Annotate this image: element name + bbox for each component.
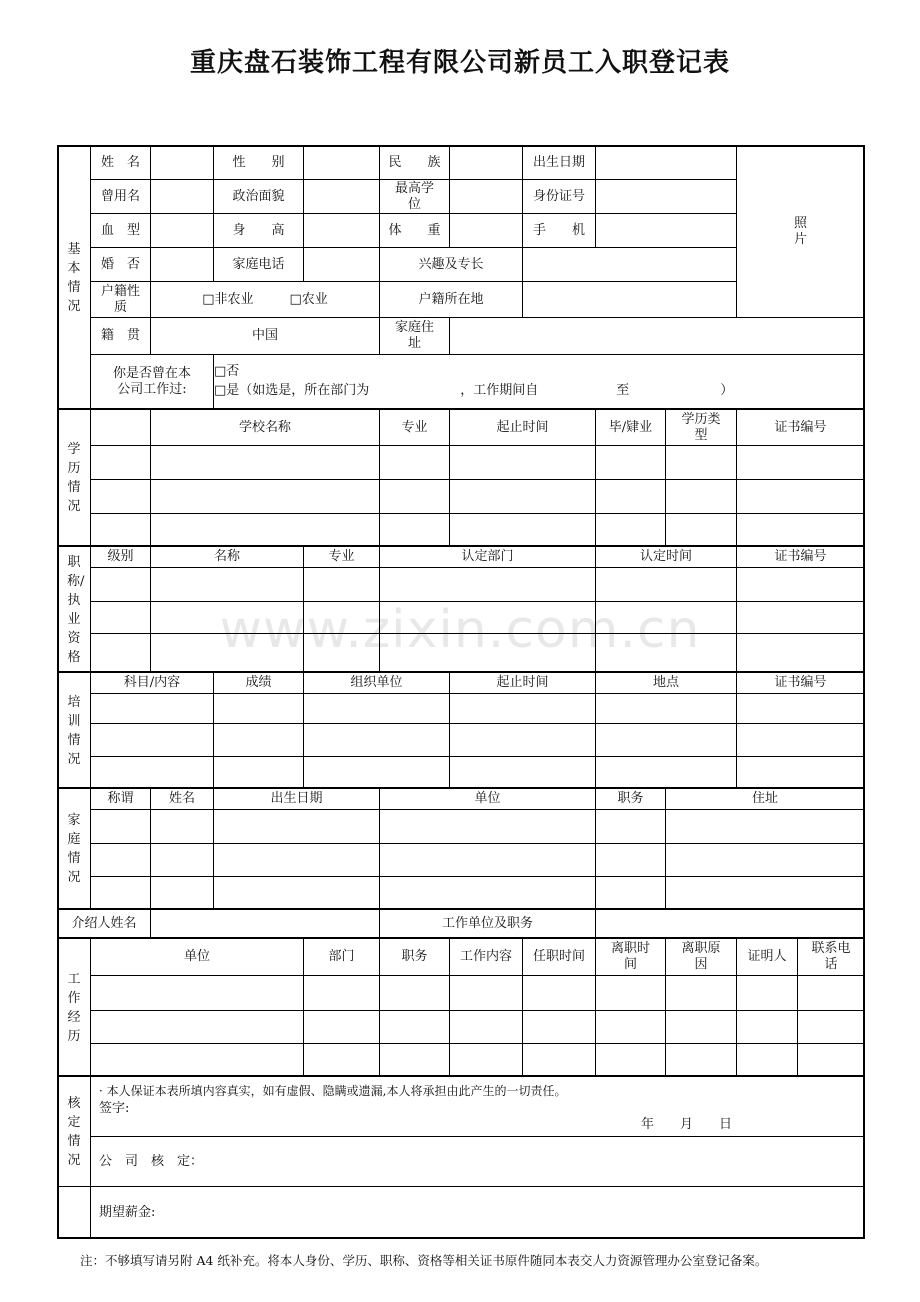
work-header (595, 938, 666, 976)
education-cell[interactable] (379, 479, 450, 514)
work-cell[interactable] (379, 1043, 450, 1077)
education-cell[interactable] (665, 479, 737, 514)
hukou-place-label (379, 281, 523, 318)
work-header (90, 938, 304, 976)
family-cell[interactable] (665, 809, 865, 844)
title-cert-header-label: 名称 (213, 549, 240, 564)
training-cell[interactable] (303, 756, 450, 789)
marital-label-label: 婚 否 (100, 256, 140, 272)
education-header-label: 毕/肄业 (608, 419, 653, 435)
title-cert-header (303, 546, 380, 568)
family-cell[interactable] (90, 809, 151, 844)
work-cell[interactable] (303, 1010, 380, 1044)
work-cell[interactable] (736, 975, 798, 1011)
title-cert-cell[interactable] (379, 567, 596, 602)
mobile-field[interactable] (595, 213, 737, 248)
work-cell[interactable] (90, 1010, 304, 1044)
section-title-cert (57, 546, 91, 673)
work-cell[interactable] (379, 1010, 450, 1044)
education-cell[interactable] (665, 445, 737, 480)
native-label (90, 317, 151, 355)
name-label-label: 姓 名 (100, 155, 140, 170)
work-header (303, 938, 380, 976)
approval-statement-box[interactable] (90, 1076, 865, 1137)
training-header-label: 起止时间 (496, 675, 549, 690)
family-cell[interactable] (665, 843, 865, 877)
home-phone-field[interactable] (303, 247, 380, 282)
training-cell[interactable] (736, 723, 865, 757)
work-cell[interactable] (449, 1010, 523, 1044)
training-header-label: 科目/内容 (123, 675, 181, 690)
worked-before-options[interactable] (213, 354, 865, 410)
title-cert-header-label: 认定时间 (639, 549, 692, 564)
education-cell[interactable] (150, 513, 380, 547)
education-header-label: 专业 (401, 419, 428, 435)
work-cell[interactable] (522, 1010, 596, 1044)
training-cell[interactable] (736, 693, 865, 724)
hukou-place-field[interactable] (522, 281, 737, 318)
training-cell[interactable] (303, 723, 450, 757)
training-cell[interactable] (595, 693, 737, 724)
hobbies-label (379, 247, 523, 282)
education-header (379, 409, 450, 446)
education-header-label: 学历类型 (681, 411, 721, 443)
political-label (213, 179, 304, 214)
education-header (736, 409, 865, 446)
section-divider (57, 787, 865, 789)
work-header (797, 938, 865, 976)
education-header (665, 409, 737, 446)
degree-field[interactable] (449, 179, 523, 214)
referrer-name-label-label: 介绍人姓名 (71, 916, 137, 931)
family-cell[interactable] (595, 843, 666, 877)
education-cell[interactable] (736, 479, 865, 514)
section-divider (57, 1075, 865, 1077)
family-cell[interactable] (379, 809, 596, 844)
work-cell[interactable] (595, 1010, 666, 1044)
title-cert-cell[interactable] (303, 601, 380, 634)
gender-label-label: 性 别 (232, 155, 285, 170)
family-header (665, 788, 865, 810)
ethnicity-label-label: 民 族 (388, 155, 441, 170)
title-cert-cell[interactable] (379, 601, 596, 634)
training-cell[interactable] (213, 693, 304, 724)
education-cell[interactable] (449, 479, 596, 514)
family-header (150, 788, 214, 810)
weight-label-label: 体 重 (388, 222, 441, 238)
title-cert-header (736, 546, 865, 568)
section-divider (57, 671, 865, 673)
referrer-unit-field[interactable] (595, 909, 865, 939)
training-cell[interactable] (449, 693, 596, 724)
family-header (379, 788, 596, 810)
height-field[interactable] (303, 213, 380, 248)
training-cell[interactable] (736, 756, 865, 789)
title-cert-cell[interactable] (150, 601, 304, 634)
work-cell[interactable] (303, 975, 380, 1011)
section-approval (57, 1076, 91, 1187)
training-cell[interactable] (90, 693, 214, 724)
marital-label (90, 247, 151, 282)
education-header-label: 证书编号 (774, 419, 827, 435)
education-cell[interactable] (150, 445, 380, 480)
home-phone-label (213, 247, 304, 282)
option-no-checkbox[interactable]: □否 (214, 364, 240, 379)
id-number-label-label: 身份证号 (532, 188, 585, 204)
family-header-label: 称谓 (107, 791, 134, 806)
education-cell[interactable] (595, 445, 666, 480)
training-cell[interactable] (595, 723, 737, 757)
education-cell[interactable] (595, 513, 666, 547)
family-header-label: 单位 (474, 791, 501, 806)
training-cell[interactable] (90, 723, 214, 757)
education-cell[interactable] (90, 513, 151, 547)
training-header (595, 672, 737, 694)
section-work-label: 工作经历 (67, 971, 81, 1044)
hobbies-label-label: 兴趣及专长 (418, 256, 484, 272)
section-title-cert-label: 职称/执业资格 (67, 554, 85, 665)
title-cert-cell[interactable] (90, 601, 151, 634)
education-cell[interactable] (449, 513, 596, 547)
training-cell[interactable] (449, 723, 596, 757)
section-family-label: 家庭情况 (67, 813, 81, 885)
family-header (90, 788, 151, 810)
title-cert-header (150, 546, 304, 568)
company-approval-label: 公 司 核 定： (99, 1153, 204, 1169)
section-training-label: 培训情况 (67, 694, 81, 767)
height-label-label: 身 高 (232, 222, 285, 238)
title-cert-header-label: 专业 (328, 549, 355, 564)
work-cell[interactable] (797, 1043, 865, 1077)
section-education-label: 学历情况 (67, 442, 81, 514)
weight-field[interactable] (449, 213, 523, 248)
height-label (213, 213, 304, 248)
work-cell[interactable] (90, 975, 304, 1011)
work-cell[interactable] (736, 1010, 798, 1044)
education-cell[interactable] (736, 513, 865, 547)
family-header (595, 788, 666, 810)
id-number-field[interactable] (595, 179, 737, 214)
section-divider (57, 908, 865, 910)
work-cell[interactable] (797, 1010, 865, 1044)
family-cell[interactable] (90, 876, 151, 910)
referrer-unit-label (379, 909, 596, 939)
native-value[interactable] (150, 317, 380, 355)
work-cell[interactable] (90, 1043, 304, 1077)
family-cell[interactable] (665, 876, 865, 910)
training-cell[interactable] (213, 723, 304, 757)
title-cert-header (90, 546, 151, 568)
family-header-label: 住址 (751, 791, 778, 806)
gender-label (213, 146, 304, 180)
work-cell[interactable] (379, 975, 450, 1011)
section-family (57, 788, 91, 910)
work-cell[interactable] (522, 1043, 596, 1077)
work-header-label: 任职时间 (532, 949, 585, 964)
work-header-label: 离职时间 (610, 941, 650, 972)
id-number-label (522, 179, 596, 214)
training-cell[interactable] (213, 756, 304, 789)
blood-type-label (90, 213, 151, 248)
former-name-field[interactable] (150, 179, 214, 214)
family-cell[interactable] (150, 876, 214, 910)
training-header (213, 672, 304, 694)
native-label-label: 籍 贯 (100, 328, 140, 343)
ethnicity-field[interactable] (449, 146, 523, 180)
work-cell[interactable] (449, 975, 523, 1011)
referrer-name-field[interactable] (150, 909, 380, 939)
name-label (90, 146, 151, 180)
section-approval-label: 核定情况 (67, 1095, 81, 1168)
work-cell[interactable] (595, 1043, 666, 1077)
work-cell[interactable] (595, 975, 666, 1011)
education-header-label: 起止时间 (496, 419, 549, 435)
agri-checkbox[interactable]: □农业 (289, 291, 328, 307)
work-cell[interactable] (665, 1043, 737, 1077)
birth-date-field[interactable] (595, 146, 737, 180)
referrer-unit-label-label: 工作单位及职务 (441, 916, 533, 931)
salary-row[interactable] (90, 1186, 865, 1239)
blood-type-field[interactable] (150, 213, 214, 248)
title-cert-cell[interactable] (90, 633, 151, 673)
company-approval-row[interactable] (90, 1136, 865, 1187)
title-cert-cell[interactable] (595, 567, 737, 602)
work-header-label: 证明人 (747, 949, 787, 964)
political-label-label: 政治面貌 (232, 188, 285, 204)
work-cell[interactable] (665, 975, 737, 1011)
title-cert-header-label: 认定部门 (461, 549, 514, 564)
education-header (595, 409, 666, 446)
education-cell[interactable] (379, 445, 450, 480)
family-header (213, 788, 380, 810)
family-cell[interactable] (595, 809, 666, 844)
gender-field[interactable] (303, 146, 380, 180)
mobile-label-label: 手 机 (532, 222, 585, 238)
family-cell[interactable] (379, 843, 596, 877)
education-header (449, 409, 596, 446)
title-cert-cell[interactable] (303, 633, 380, 673)
hobbies-field[interactable] (522, 247, 737, 282)
home-addr-label-label: 家庭住址 (394, 320, 434, 351)
hukou-type-options[interactable] (150, 281, 380, 318)
title-cert-header (379, 546, 596, 568)
marital-field[interactable] (150, 247, 214, 282)
degree-label (379, 179, 450, 214)
title-cert-cell[interactable] (303, 567, 380, 602)
political-field[interactable] (303, 179, 380, 214)
mobile-label (522, 213, 596, 248)
education-cell[interactable] (379, 513, 450, 547)
work-cell[interactable] (449, 1043, 523, 1077)
work-header (449, 938, 523, 976)
ethnicity-label (379, 146, 450, 180)
family-cell[interactable] (213, 876, 380, 910)
education-cell[interactable] (90, 445, 151, 480)
training-cell[interactable] (595, 756, 737, 789)
work-header-label: 联系电话 (811, 941, 851, 972)
training-header (90, 672, 214, 694)
section-work (57, 938, 91, 1077)
option-yes-checkbox[interactable]: □是（如选是，所在部门为 ，工作期间自 至 ） (214, 383, 734, 398)
training-header-label: 证书编号 (774, 675, 827, 690)
non-agri-checkbox[interactable]: □非农业 (202, 291, 254, 307)
footnote: 注：不够填写请另附 A4 纸补充。将本人身份、学历、职称、资格等相关证书原件随同本表交人力资源管理办公室登记备案。 (80, 1253, 768, 1268)
training-header (303, 672, 450, 694)
approval-statement: · 本人保证本表所填内容真实，如有虚假、隐瞒或遗漏,本人将承担由此产生的一切责任。 (99, 1084, 567, 1098)
education-header[interactable] (90, 409, 151, 446)
title-cert-cell[interactable] (150, 633, 304, 673)
work-header (379, 938, 450, 976)
work-header-label: 离职原因 (681, 941, 721, 972)
home-addr-field[interactable] (449, 317, 865, 355)
worked-before-label (90, 354, 214, 410)
training-cell[interactable] (90, 756, 214, 789)
worked-before-label-label: 你是否曾在本公司工作过: (112, 366, 191, 397)
family-cell[interactable] (213, 843, 380, 877)
training-cell[interactable] (303, 693, 450, 724)
work-header-label: 单位 (183, 949, 210, 964)
native-value-label: 中国 (251, 328, 278, 343)
title-cert-cell[interactable] (736, 633, 865, 673)
training-header-label: 成绩 (245, 675, 272, 690)
work-cell[interactable] (522, 975, 596, 1011)
degree-label-label: 最高学位 (394, 180, 434, 212)
title-cert-cell[interactable] (595, 633, 737, 673)
section-divider (57, 937, 865, 939)
photo-box[interactable] (736, 146, 865, 318)
education-header (150, 409, 380, 446)
date-label: 年 月 日 (640, 1117, 732, 1132)
work-header (736, 938, 798, 976)
family-cell[interactable] (213, 809, 380, 844)
home-addr-label (379, 317, 450, 355)
former-name-label-label: 曾用名 (100, 188, 140, 204)
birth-date-label-label: 出生日期 (532, 155, 585, 170)
hukou-type-label (90, 281, 151, 318)
family-cell[interactable] (150, 843, 214, 877)
work-cell[interactable] (736, 1043, 798, 1077)
education-cell[interactable] (449, 445, 596, 480)
hukou-type-label-label: 户籍性质 (100, 283, 140, 315)
work-cell[interactable] (303, 1043, 380, 1077)
blood-type-label-label: 血 型 (100, 222, 140, 238)
hukou-place-label-label: 户籍所在地 (418, 291, 484, 307)
training-header (449, 672, 596, 694)
family-header-label: 出生日期 (270, 791, 323, 806)
family-header-label: 姓名 (168, 791, 195, 806)
birth-date-label (522, 146, 596, 180)
section-divider (57, 408, 865, 410)
home-phone-label-label: 家庭电话 (232, 256, 285, 272)
photo-box-label: 照片 (793, 216, 807, 247)
weight-label (379, 213, 450, 248)
family-header-label: 职务 (617, 791, 644, 806)
section-divider (57, 545, 865, 547)
section-training (57, 672, 91, 789)
section-basic (57, 146, 91, 410)
watermark: www.zixin.com.cn (219, 600, 701, 660)
work-header-label: 职务 (401, 949, 428, 964)
signature-label: 签字: (99, 1101, 130, 1116)
work-cell[interactable] (665, 1010, 737, 1044)
training-header-label: 地点 (652, 675, 679, 690)
education-cell[interactable] (595, 479, 666, 514)
family-cell[interactable] (90, 843, 151, 877)
section-basic-label: 基本情况 (67, 242, 81, 314)
work-cell[interactable] (797, 975, 865, 1011)
title-cert-cell[interactable] (595, 601, 737, 634)
work-header-label: 部门 (328, 949, 355, 964)
training-header-label: 组织单位 (350, 675, 403, 690)
title-cert-cell[interactable] (90, 567, 151, 602)
section-salary-blank (57, 1186, 91, 1239)
section-education (57, 409, 91, 547)
form-title: 重庆盘石装饰工程有限公司新员工入职登记表 (189, 48, 730, 78)
title-cert-cell[interactable] (736, 601, 865, 634)
title-cert-header-label: 证书编号 (774, 549, 827, 564)
referrer-name-label (57, 909, 151, 939)
title-cert-cell[interactable] (736, 567, 865, 602)
work-header (522, 938, 596, 976)
work-header (665, 938, 737, 976)
training-cell[interactable] (449, 756, 596, 789)
family-cell[interactable] (595, 876, 666, 910)
title-cert-header-label: 级别 (107, 549, 134, 564)
name-field[interactable] (150, 146, 214, 180)
work-header-label: 工作内容 (459, 949, 512, 964)
title-cert-cell[interactable] (150, 567, 304, 602)
salary-label: 期望薪金: (99, 1204, 156, 1220)
education-cell[interactable] (665, 513, 737, 547)
education-cell[interactable] (90, 479, 151, 514)
education-cell[interactable] (150, 479, 380, 514)
family-cell[interactable] (150, 809, 214, 844)
training-header (736, 672, 865, 694)
former-name-label (90, 179, 151, 214)
education-cell[interactable] (736, 445, 865, 480)
education-header-label: 学校名称 (238, 419, 291, 435)
title-cert-cell[interactable] (379, 633, 596, 673)
title-cert-header (595, 546, 737, 568)
family-cell[interactable] (379, 876, 596, 910)
